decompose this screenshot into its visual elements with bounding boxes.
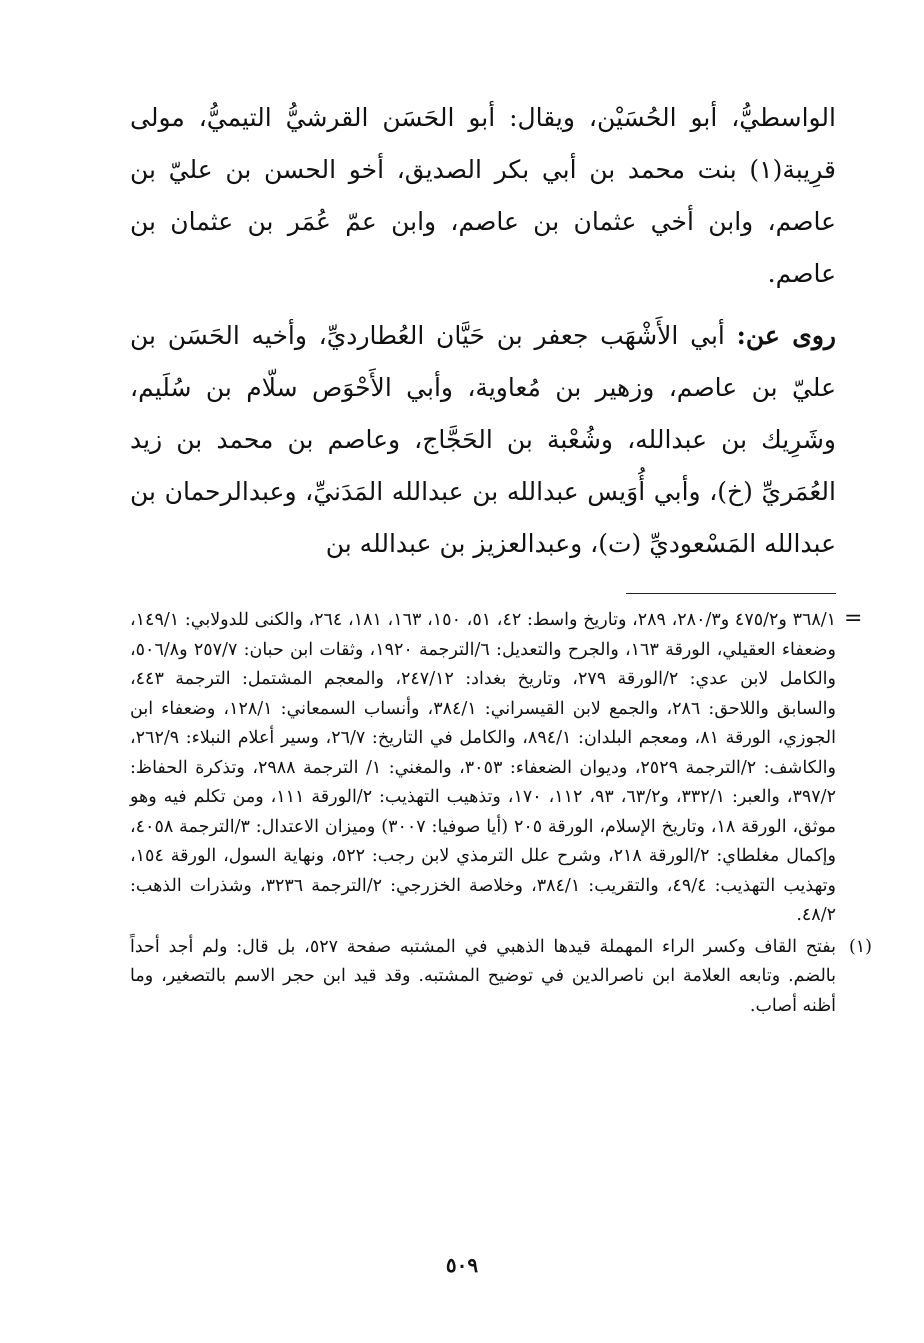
continued-footnote: ٣٦٨/١ و٤٧٥/٢ و٢٨٠/٣، ٢٨٩، وتاريخ واسط: ٤٢، ٥١، ١٥٠، ١٦٣، ١٨١، ٢٦٤، والكنى للدولابي: ١٤٩/١، وضعفاء العقيلي، الورقة ١٦٣، والجرح والتعديل: ٦/الترجمة ١٩٢٠، وثقات ابن حبان: ٢٥٧/٧ و٥٠٦/٨، والكامل لابن عدي: ٢/الورقة ٢٧٩، وتاريخ بغداد: ٢٤٧/١٢، والمعجم المشتمل: الترجمة ٤٤٣، والسابق واللاحق: ٢٨٦، والجمع لابن القيسراني: ٣٨٤/١، وأنساب السمعاني: ١٢٨/١، وضعفاء ابن الجوزي، الورقة ٨١، ومعجم البلدان: ٨٩٤/١، والكامل في التاريخ: ٢٦/٧، وسير أعلام النبلاء: ٢٦٢/٩، والكاشف: ٢/الترجمة ٢٥٢٩، وديوان الضعفاء: ٣٠٥٣، والمغني: ١/ الترجمة ٢٩٨٨، وتذكرة الحفاظ: ٣٩٧/٢، والعبر: ٣٣٢/١، و٦٣/٢، ٩٣، ١١٢، ١٧٠، وتذهيب التهذيب: ٢/الورقة ١١١، ومن تكلم فيه وهو موثق، الورقة ١٨، وتاريخ الإسلام، الورقة ٢٠٥ (أيا صوفيا: ٣٠٠٧) وميزان الاعتدال: ٣/الترجمة ٤٠٥٨، وإكمال مغلطاي: ٢/الورقة ٢١٨، وشرح علل الترمذي لابن رجب: ٥٢٢، ونهاية السول، الورقة ١٥٤، وتهذيب التهذيب: ٤٩/٤، والتقريب: ٣٨٤/١، وخلاصة الخزرجي: ٢/الترجمة ٣٢٣٦، وشذرات الذهب: ٤٨/٢. bbox=[130, 610, 837, 925]
footnote-1 bbox=[130, 933, 872, 1022]
narrators-list: أبي الأَشْهَب جعفر بن حَيَّان العُطارديِّ، وأخيه الحَسَن بن عليّ بن عاصم، وزهير بن مُعاوية، وأبي الأَحْوَص سلّام بن سُلَيم، وشَرِيك بن عبدالله، وشُعْبة بن الحَجَّاج، وعاصم بن محمد بن زيد العُمَريِّ (خ)، وأبي أُوَيس عبدالله بن عبدالله المَدَنيِّ، وعبدالرحمان بن عبدالله المَسْعوديِّ (ت)، وعبدالعزيز بن عبدالله بن bbox=[130, 321, 836, 558]
footnote-number: (١) bbox=[848, 936, 872, 957]
footnotes bbox=[130, 606, 872, 1021]
footnote-text: بفتح القاف وكسر الراء المهملة قيدها الذهبي في المشتبه صفحة ٥٢٧، بل قال: ولم أجد أحداً بالضم. وتابعه العلامة ابن ناصرالدين في توضيح المشتبه. وقد قيد ابن حجر الاسم بالتصغير، وما أظنه أصاب. bbox=[130, 936, 837, 1016]
footnote-continuation-mark: = bbox=[844, 606, 863, 631]
biography-paragraph: الواسطيُّ، أبو الحُسَيْن، ويقال: أبو الحَسَن القرشيُّ التيميُّ، مولى قرِيبة(١) بنت محمد بن أبي بكر الصديق، أخو الحسن بن عليّ بن عاصم، وابن أخي عثمان بن عاصم، وابن عمّ عُمَر بن عثمان بن عاصم. bbox=[130, 103, 836, 288]
narrators-paragraph bbox=[130, 310, 836, 570]
main-text bbox=[130, 92, 836, 570]
page-number: ٥٠٩ bbox=[445, 1253, 479, 1277]
rowa-an-label: روى عن: bbox=[736, 321, 836, 350]
footnote-divider bbox=[626, 593, 836, 594]
